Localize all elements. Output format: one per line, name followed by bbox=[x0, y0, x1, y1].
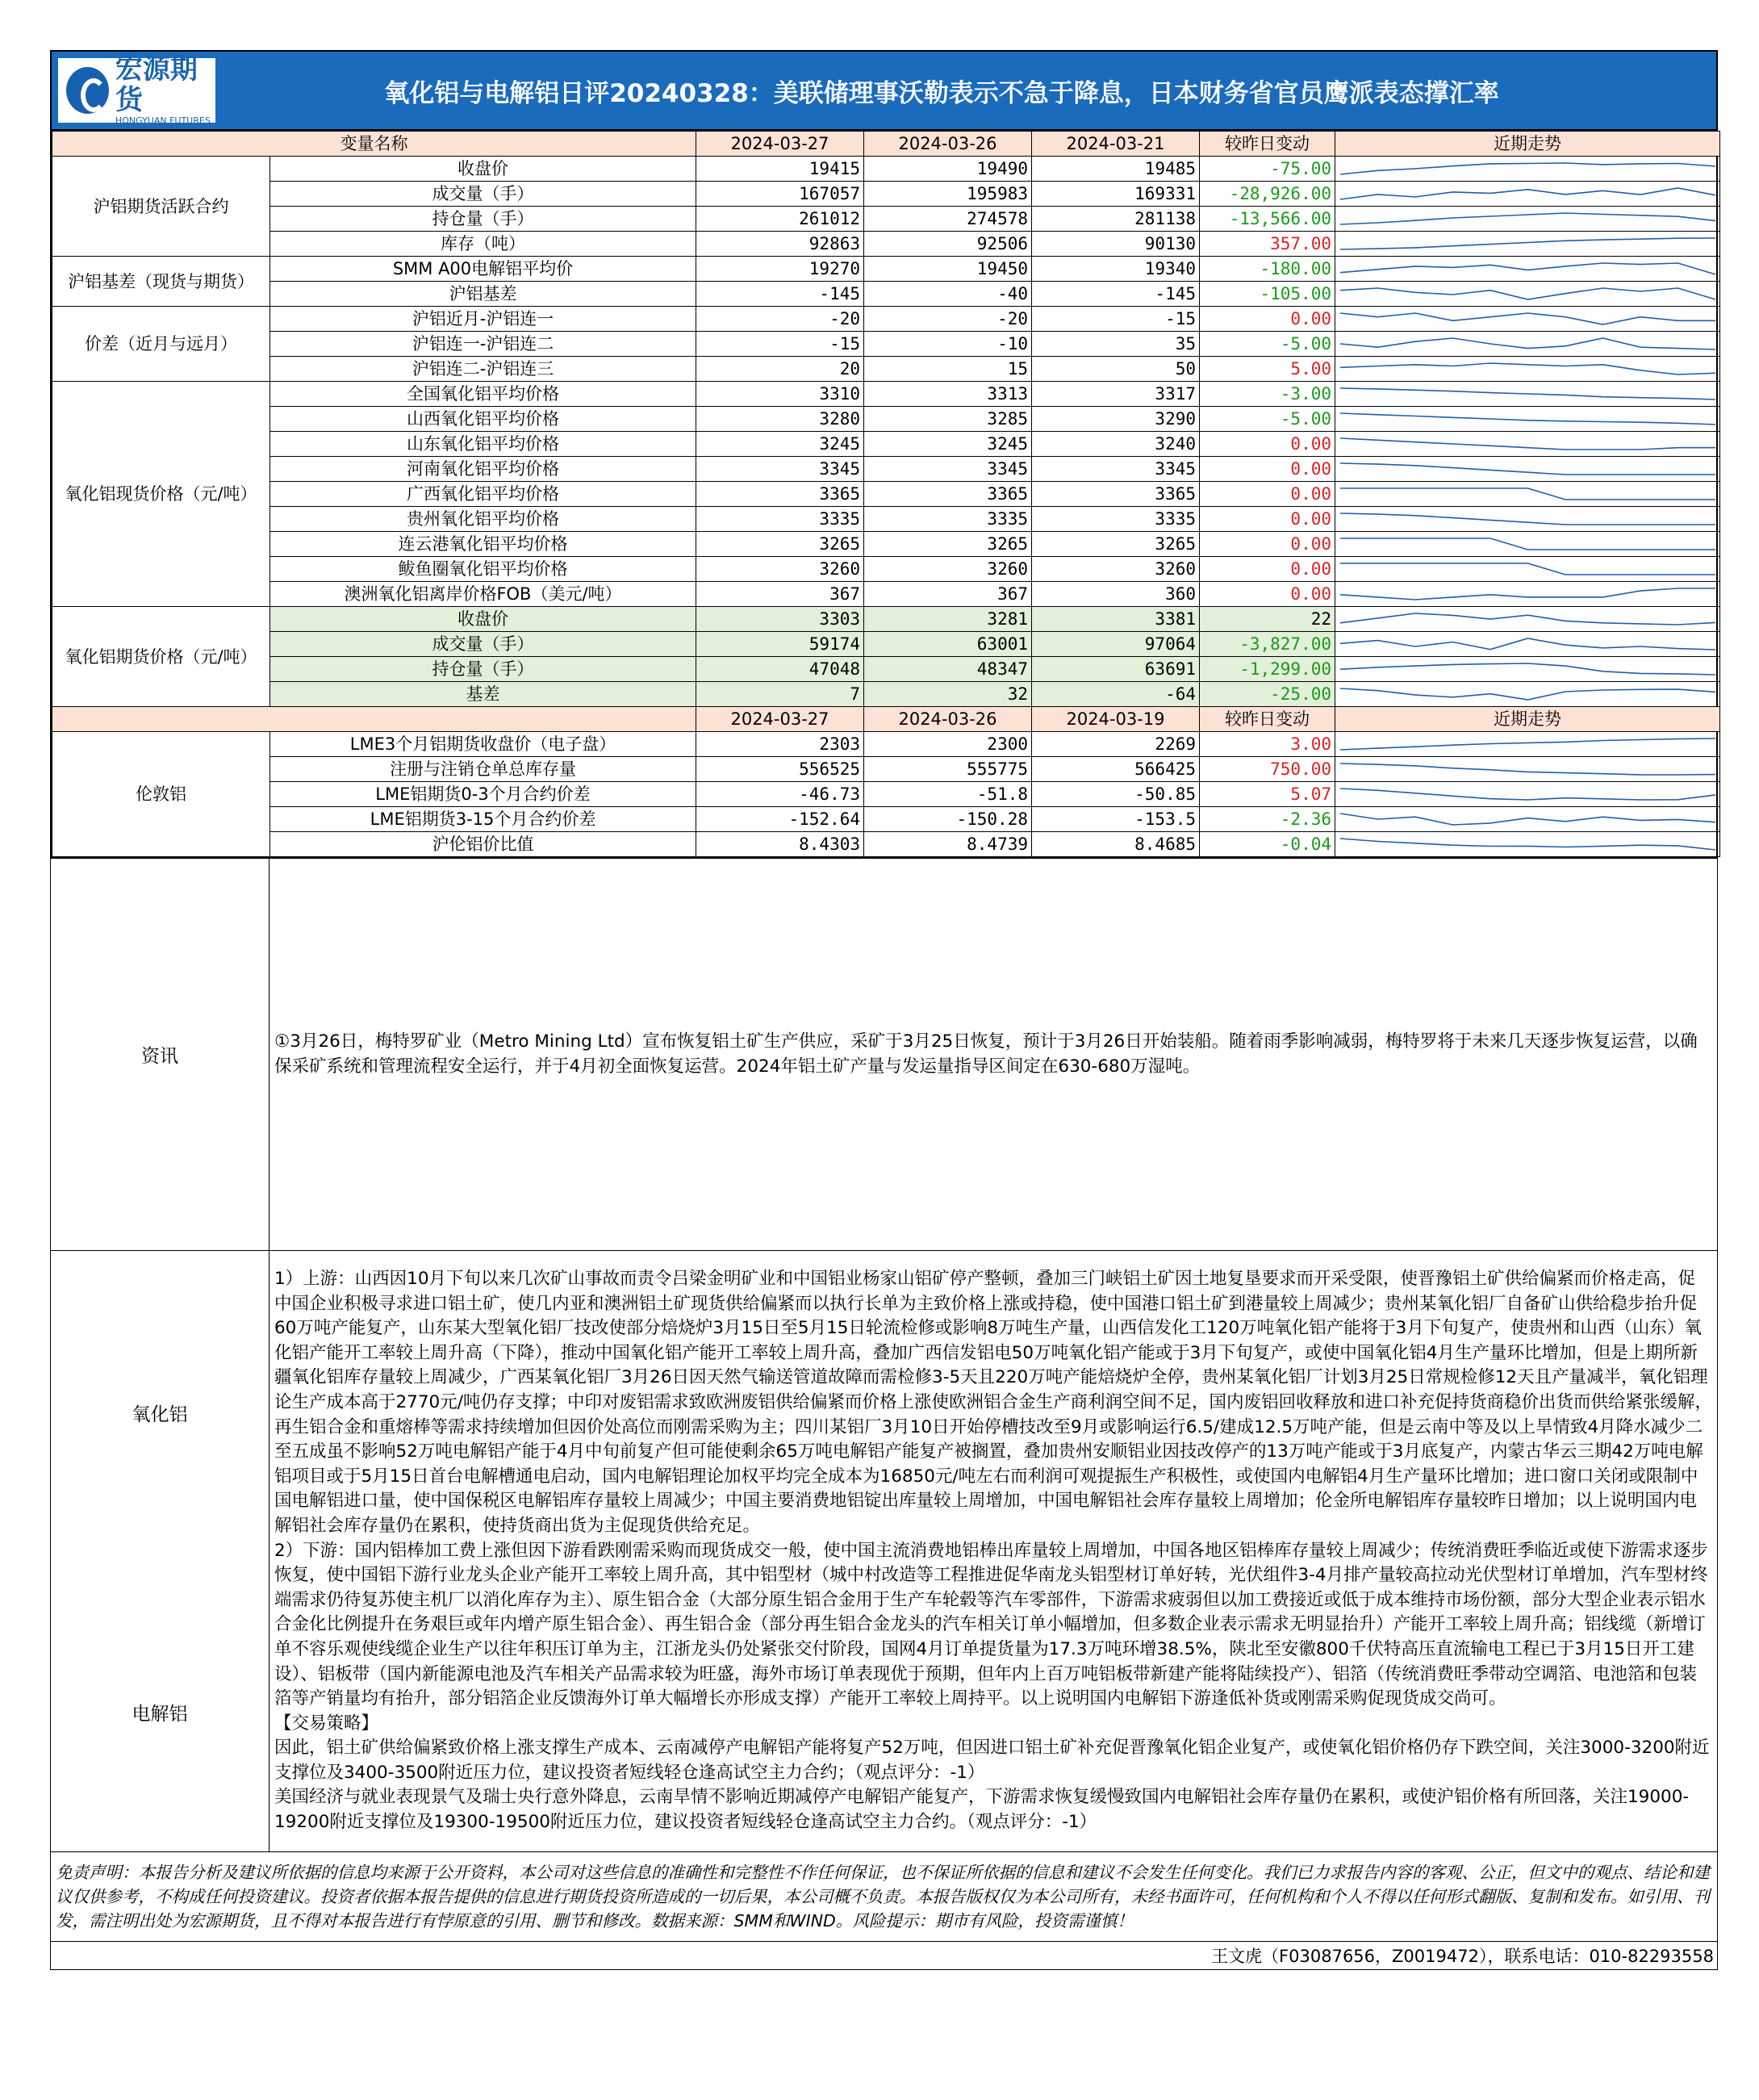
value-earlier: 63691 bbox=[1032, 657, 1200, 682]
daily-change: 5.00 bbox=[1200, 357, 1335, 382]
trend-cell bbox=[1335, 632, 1720, 657]
value-current: -15 bbox=[696, 332, 864, 357]
value-current: 19415 bbox=[696, 157, 864, 182]
variable-name: 山西氧化铝平均价格 bbox=[270, 407, 696, 432]
table-row bbox=[52, 682, 1720, 707]
trend-cell bbox=[1335, 232, 1720, 257]
variable-name: 持仓量（手） bbox=[270, 207, 696, 232]
variable-name: 收盘价 bbox=[270, 607, 696, 632]
value-previous: -51.8 bbox=[864, 782, 1032, 807]
daily-change: 5.07 bbox=[1200, 782, 1335, 807]
trend-cell bbox=[1335, 157, 1720, 182]
trend-cell bbox=[1335, 732, 1720, 757]
value-previous: 48347 bbox=[864, 657, 1032, 682]
value-current: 3265 bbox=[696, 532, 864, 557]
trend-sparkline bbox=[1335, 657, 1720, 681]
value-previous: 15 bbox=[864, 357, 1032, 382]
variable-name: 河南氧化铝平均价格 bbox=[270, 457, 696, 482]
table-row bbox=[52, 782, 1720, 807]
value-previous: 555775 bbox=[864, 757, 1032, 782]
value-current: 59174 bbox=[696, 632, 864, 657]
value-earlier: 19340 bbox=[1032, 257, 1200, 282]
trend-sparkline bbox=[1335, 332, 1720, 356]
variable-name: 鲅鱼圈氧化铝平均价格 bbox=[270, 557, 696, 582]
value-current: 92863 bbox=[696, 232, 864, 257]
daily-change: -0.04 bbox=[1200, 832, 1335, 857]
value-previous: 32 bbox=[864, 682, 1032, 707]
variable-name: 沪铝近月-沪铝连一 bbox=[270, 307, 696, 332]
daily-change: -1,299.00 bbox=[1200, 657, 1335, 682]
value-previous: 274578 bbox=[864, 207, 1032, 232]
category-label: 氧化铝期货价格（元/吨） bbox=[52, 607, 270, 707]
trend-sparkline bbox=[1335, 682, 1720, 706]
trend-cell bbox=[1335, 507, 1720, 532]
value-current: 7 bbox=[696, 682, 864, 707]
trend-cell bbox=[1335, 657, 1720, 682]
daily-change: 0.00 bbox=[1200, 582, 1335, 607]
value-previous: 3260 bbox=[864, 557, 1032, 582]
trend-sparkline bbox=[1335, 157, 1720, 181]
trend-sparkline bbox=[1335, 557, 1720, 581]
daily-change: 3.00 bbox=[1200, 732, 1335, 757]
variable-name: 沪铝连二-沪铝连三 bbox=[270, 357, 696, 382]
table-row bbox=[52, 307, 1720, 332]
variable-name: 广西氧化铝平均价格 bbox=[270, 482, 696, 507]
variable-name: 全国氧化铝平均价格 bbox=[270, 382, 696, 407]
column-header: 近期走势 bbox=[1335, 707, 1720, 732]
table-row bbox=[52, 632, 1720, 657]
category-label: 氧化铝现货价格（元/吨） bbox=[52, 382, 270, 607]
report-title: 氧化铝与电解铝日评20240328：美联储理事沃勒表示不急于降息，日本财务省官员鹰派表态撑汇率 bbox=[384, 78, 1499, 108]
value-previous: 8.4739 bbox=[864, 832, 1032, 857]
trend-cell bbox=[1335, 482, 1720, 507]
trend-cell bbox=[1335, 357, 1720, 382]
trend-cell bbox=[1335, 832, 1720, 857]
column-header: 变量名称 bbox=[52, 132, 696, 157]
trend-cell bbox=[1335, 757, 1720, 782]
table-row bbox=[52, 257, 1720, 282]
value-current: 261012 bbox=[696, 207, 864, 232]
value-current: 3245 bbox=[696, 432, 864, 457]
daily-change: -13,566.00 bbox=[1200, 207, 1335, 232]
value-earlier: 3381 bbox=[1032, 607, 1200, 632]
variable-name: 持仓量（手） bbox=[270, 657, 696, 682]
trend-cell bbox=[1335, 682, 1720, 707]
trend-sparkline bbox=[1335, 257, 1720, 281]
value-previous: 92506 bbox=[864, 232, 1032, 257]
table-row bbox=[52, 457, 1720, 482]
trend-sparkline bbox=[1335, 807, 1720, 831]
value-earlier: 19485 bbox=[1032, 157, 1200, 182]
value-earlier: 169331 bbox=[1032, 182, 1200, 207]
variable-name: 贵州氧化铝平均价格 bbox=[270, 507, 696, 532]
trend-sparkline bbox=[1335, 307, 1720, 331]
variable-name: 成交量（手） bbox=[270, 632, 696, 657]
trend-cell bbox=[1335, 532, 1720, 557]
variable-name: 成交量（手） bbox=[270, 182, 696, 207]
daily-change: -180.00 bbox=[1200, 257, 1335, 282]
trend-cell bbox=[1335, 307, 1720, 332]
column-header: 2024-03-26 bbox=[864, 132, 1032, 157]
daily-change: 357.00 bbox=[1200, 232, 1335, 257]
table-row bbox=[52, 582, 1720, 607]
domestic-column-header bbox=[52, 132, 1720, 157]
table-row bbox=[52, 757, 1720, 782]
table-row bbox=[52, 557, 1720, 582]
logo-cn: 宏源期货 bbox=[115, 53, 198, 116]
category-label: 价差（近月与远月） bbox=[52, 307, 270, 382]
value-previous: 63001 bbox=[864, 632, 1032, 657]
value-previous: 195983 bbox=[864, 182, 1032, 207]
lme-column-header bbox=[52, 707, 1720, 732]
daily-change: 0.00 bbox=[1200, 307, 1335, 332]
table-row bbox=[52, 482, 1720, 507]
value-current: 3365 bbox=[696, 482, 864, 507]
variable-name: 注册与注销仓单总库存量 bbox=[270, 757, 696, 782]
value-earlier: 3240 bbox=[1032, 432, 1200, 457]
table-row bbox=[52, 282, 1720, 307]
column-header: 2024-03-26 bbox=[864, 707, 1032, 732]
report-header bbox=[52, 52, 1716, 131]
upstream-paragraph: 1）上游：山西因10月下旬以来几次矿山事故而责令吕梁金明矿业和中国铝业杨家山铝矿停产整顿，叠加三门峡铝土矿因土地复垦要求而开采受限，使晋豫铝土矿供给偏紧而价格走高，促中国企业积极寻求进口铝土矿，使几内亚和澳洲铝土矿现货供给偏紧而以执行长单为主致价格上涨或持稳，使中国港口铝土矿到港量较上周减少；贵州某氧化铝厂自备矿山供给稳步抬升促60万吨产能复产，山东某大型氧化铝厂技改使部分焙烧炉3月15日至5月15日轮流检修或影响8万吨生产量，山西信发化工120万吨氧化铝产能将于3月下旬复产，使贵州和山西（山东）氧化铝产能开工率较上周升高（下降），推动中国氧化铝产能开工率较上周升高，叠加广西信发铝电50万吨氧化铝产能或于3月下旬复产，或使中国氧化铝4月生产量环比增加，但是上期所新疆氧化铝库存量较上周减少，广西某氧化铝厂3月26日因天然气输送管道故障而需检修3-5天且220万吨产能焙烧炉全停，贵州某氧化铝厂计划3月25日常规检修12天且产量减半，氧化铝理论生产成本高于2770元/吨仍存支撑；中印对废铝需求致欧洲废铝供给偏紧而价格上涨使欧洲铝合金生产商利润空间不足，国内废铝回收释放和进口补充促持货商稳价出货而供给紧张缓解，再生铝合金和重熔棒等需求持续增加但因价处高位而刚需采购为主；四川某铝厂3月10日开始停槽技改至9月或影响运行6.5/建成12.5万吨产能，但是云南中等及以上旱情致4月降水减少二至五成虽不影响52万吨电解铝产能于4月中旬前复产但可能使剩余65万吨电解铝产能复产被搁置，叠加贵州安顺铝业因技改停产的13万吨产能或于3月底复产，内蒙古华云三期42万吨电解铝项目或于5月15日首台电解槽通电启动，国内电解铝理论加权平均完全成本为16850元/吨左右而利润可观提振生产积极性，或使国内电解铝4月生产量环比增加；进口窗口关闭或限制中国电解铝进口量，使中国保税区电解铝库存量较上周减少；中国主要消费地铝锭出库量较上周增加，中国电解铝社会库存量较上周增加；伦金所电解铝库存量较昨日增加；以上说明国内电解铝社会库存量仍在累积，使持货商出货为主促现货供给充足。 bbox=[274, 1269, 1712, 1536]
trend-sparkline bbox=[1335, 282, 1720, 306]
value-previous: -20 bbox=[864, 307, 1032, 332]
value-earlier: -64 bbox=[1032, 682, 1200, 707]
daily-change: -5.00 bbox=[1200, 407, 1335, 432]
value-current: 3280 bbox=[696, 407, 864, 432]
daily-change: 0.00 bbox=[1200, 532, 1335, 557]
strategy-title: 【交易策略】 bbox=[274, 1713, 379, 1734]
category-label: 伦敦铝 bbox=[52, 732, 270, 857]
trend-sparkline bbox=[1335, 432, 1720, 456]
column-header: 较昨日变动 bbox=[1200, 132, 1335, 157]
column-header: 2024-03-27 bbox=[696, 707, 864, 732]
daily-change: 750.00 bbox=[1200, 757, 1335, 782]
value-earlier: 3290 bbox=[1032, 407, 1200, 432]
value-current: 3310 bbox=[696, 382, 864, 407]
table-row bbox=[52, 207, 1720, 232]
daily-change: 0.00 bbox=[1200, 507, 1335, 532]
trend-cell bbox=[1335, 257, 1720, 282]
variable-name: 澳洲氧化铝离岸价格FOB（美元/吨） bbox=[270, 582, 696, 607]
value-previous: 19450 bbox=[864, 257, 1032, 282]
daily-change: 22 bbox=[1200, 607, 1335, 632]
table-row bbox=[52, 807, 1720, 832]
value-earlier: 35 bbox=[1032, 332, 1200, 357]
daily-change: 0.00 bbox=[1200, 457, 1335, 482]
value-current: -46.73 bbox=[696, 782, 864, 807]
trend-sparkline bbox=[1335, 532, 1720, 556]
table-row bbox=[52, 607, 1720, 632]
variable-name: 收盘价 bbox=[270, 157, 696, 182]
trend-cell bbox=[1335, 557, 1720, 582]
trend-cell bbox=[1335, 582, 1720, 607]
table-row bbox=[52, 157, 1720, 182]
category-label: 沪铝期货活跃合约 bbox=[52, 157, 270, 257]
trend-sparkline bbox=[1335, 457, 1720, 481]
value-earlier: 2269 bbox=[1032, 732, 1200, 757]
value-earlier: -50.85 bbox=[1032, 782, 1200, 807]
trend-sparkline bbox=[1335, 482, 1720, 506]
value-earlier: 3317 bbox=[1032, 382, 1200, 407]
value-earlier: 566425 bbox=[1032, 757, 1200, 782]
column-header: 2024-03-21 bbox=[1032, 132, 1200, 157]
value-previous: 3345 bbox=[864, 457, 1032, 482]
value-previous: -40 bbox=[864, 282, 1032, 307]
trend-sparkline bbox=[1335, 407, 1720, 431]
table-row bbox=[52, 232, 1720, 257]
value-current: -152.64 bbox=[696, 807, 864, 832]
variable-name: 库存（吨） bbox=[270, 232, 696, 257]
variable-name: 沪铝基差 bbox=[270, 282, 696, 307]
value-current: 8.4303 bbox=[696, 832, 864, 857]
table-row bbox=[52, 182, 1720, 207]
strategy-alumina: 因此，铝土矿供给偏紧致价格上涨支撑生产成本、云南减停产电解铝产能将复产52万吨，但因进口铝土矿补充促晋豫氧化铝企业复产，或使氧化铝价格仍存下跌空间，关注3000-3200附近支撑位及3400-3500附近压力位，建议投资者短线轻仓逢高试空主力合约；（观点评分：-1） bbox=[274, 1738, 1710, 1783]
value-current: 3345 bbox=[696, 457, 864, 482]
value-current: 3335 bbox=[696, 507, 864, 532]
value-earlier: -153.5 bbox=[1032, 807, 1200, 832]
trend-cell bbox=[1335, 607, 1720, 632]
trend-sparkline bbox=[1335, 507, 1720, 531]
value-current: -145 bbox=[696, 282, 864, 307]
strategy-aluminum: 美国经济与就业表现景气及瑞士央行意外降息，云南旱情不影响近期减停产电解铝产能复产，下游需求恢复缓慢致国内电解铝社会库存量仍在累积，或使沪铝价格有所回落，关注19000-19200附近支撑位及19300-19500附近压力位，建议投资者短线轻仓逢高试空主力合约。（观点评分：-1） bbox=[274, 1787, 1690, 1833]
value-earlier: 3335 bbox=[1032, 507, 1200, 532]
variable-name: 基差 bbox=[270, 682, 696, 707]
value-earlier: -145 bbox=[1032, 282, 1200, 307]
value-previous: 3285 bbox=[864, 407, 1032, 432]
column-header: 2024-03-19 bbox=[1032, 707, 1200, 732]
table-row bbox=[52, 407, 1720, 432]
disclaimer: 免责声明：本报告分析及建议所依据的信息均来源于公开资料，本公司对这些信息的准确性和完整性不作任何保证，也不保证所依据的信息和建议不会发生任何变化。我们已力求报告内容的客观、公正，但文中的观点、结论和建议仅供参考，不构成任何投资建议。投资者依据本报告提供的信息进行期货投资所造成的一切后果，本公司概不负责。本报告版权仅为本公司所有，未经书面许可，任何机构和个人不得以任何形式翻版、复制和发布。如引用、刊发，需注明出处为宏源期货，且不得对本报告进行有悖原意的引用、删节和修改。数据来源：SMM和WIND。风险提示：期市有风险，投资需谨慎！ bbox=[50, 1852, 1718, 1942]
daily-change: 0.00 bbox=[1200, 557, 1335, 582]
table-row bbox=[52, 657, 1720, 682]
news-text: ①3月26日，梅特罗矿业（Metro Mining Ltd）宣布恢复铝土矿生产供应，采矿于3月25日恢复，预计于3月26日开始装船。随着雨季影响减弱，梅特罗将于未来几天逐步恢复运营，以确保采矿系统和管理流程安全运行，并于4月初全面恢复运营。2024年铝土矿产量与发运量指导区间定在630-680万湿吨。 bbox=[274, 1031, 1698, 1077]
value-earlier: -15 bbox=[1032, 307, 1200, 332]
trend-cell bbox=[1335, 182, 1720, 207]
variable-name: 沪铝连一-沪铝连二 bbox=[270, 332, 696, 357]
variable-name: LME铝期货3-15个月合约价差 bbox=[270, 807, 696, 832]
table-row bbox=[52, 832, 1720, 857]
value-previous: 3335 bbox=[864, 507, 1032, 532]
trend-sparkline bbox=[1335, 232, 1720, 256]
variable-name: LME3个月铝期货收盘价（电子盘） bbox=[270, 732, 696, 757]
column-header: 近期走势 bbox=[1335, 132, 1720, 157]
analyst-contact: 王文虎（F03087656，Z0019472），联系电话：010-82293558 bbox=[50, 1942, 1718, 1970]
news-label: 资讯 bbox=[51, 859, 269, 1250]
trend-sparkline bbox=[1335, 357, 1720, 381]
trend-cell bbox=[1335, 382, 1720, 407]
value-earlier: 90130 bbox=[1032, 232, 1200, 257]
variable-name: 连云港氧化铝平均价格 bbox=[270, 532, 696, 557]
data-table bbox=[52, 131, 1720, 857]
value-previous: 19490 bbox=[864, 157, 1032, 182]
daily-change: -75.00 bbox=[1200, 157, 1335, 182]
value-current: 2303 bbox=[696, 732, 864, 757]
category-label: 沪铝基差（现货与期货） bbox=[52, 257, 270, 307]
downstream-paragraph: 2）下游：国内铝棒加工费上涨但因下游看跌刚需采购而现货成交一般，使中国主流消费地铝棒出库量较上周增加，中国各地区铝棒库存量较上周减少；传统消费旺季临近或使下游需求逐步恢复，使中国铝下游行业龙头企业产能开工率较上周升高，其中铝型材（城中村改造等工程推进促华南龙头铝型材订单好转，光伏组件3-4月排产量较高拉动光伏型材订单增加，汽车型材终端需求仍待复苏使主机厂以消化库存为主）、原生铝合金（大部分原生铝合金用于生产车轮毂等汽车零部件，下游需求疲弱但以加工费接近或低于成本维持市场份额，部分大型企业表示铝水合金化比例提升在务艰巨或年内增产原生铝合金）、再生铝合金（部分再生铝合金龙头的汽车相关订单小幅增加，但多数企业表示需求无明显抬升）产能开工率较上周升高；铝线缆（新增订单不容乐观使线缆企业生产以往年积压订单为主，江浙龙头仍处紧张交付阶段，国网4月订单提货量为17.3万吨环增38.5%，陕北至安徽800千伏特高压直流输电工程已于3月15日开工建设）、铝板带（国内新能源电池及汽车相关产品需求较为旺盛，海外市场订单表现优于预期，但年内上百万吨铝板带新建产能将陆续投产）、铝箔（传统消费旺季带动空调箔、电池箔和包装箔等产销量均有抬升，部分铝箔企业反馈海外订单大幅增长亦形成支撑）产能开工率较上周持平。以上说明国内电解铝下游逢低补货或刚需采购促现货成交尚可。 bbox=[274, 1540, 1708, 1709]
trend-sparkline bbox=[1335, 832, 1720, 856]
value-current: 47048 bbox=[696, 657, 864, 682]
value-current: 556525 bbox=[696, 757, 864, 782]
trend-sparkline bbox=[1335, 632, 1720, 656]
trend-cell bbox=[1335, 207, 1720, 232]
value-current: 367 bbox=[696, 582, 864, 607]
value-earlier: 3345 bbox=[1032, 457, 1200, 482]
trend-sparkline bbox=[1335, 782, 1720, 806]
value-previous: -150.28 bbox=[864, 807, 1032, 832]
trend-cell bbox=[1335, 807, 1720, 832]
news-section bbox=[50, 859, 1718, 1251]
daily-change: -2.36 bbox=[1200, 807, 1335, 832]
trend-cell bbox=[1335, 282, 1720, 307]
table-row bbox=[52, 532, 1720, 557]
value-earlier: 3260 bbox=[1032, 557, 1200, 582]
logo-icon bbox=[66, 67, 109, 114]
value-previous: 3313 bbox=[864, 382, 1032, 407]
value-earlier: 3265 bbox=[1032, 532, 1200, 557]
column-header: 2024-03-27 bbox=[696, 132, 864, 157]
variable-name: 山东氧化铝平均价格 bbox=[270, 432, 696, 457]
value-previous: 3281 bbox=[864, 607, 1032, 632]
company-logo bbox=[58, 53, 215, 126]
value-earlier: 97064 bbox=[1032, 632, 1200, 657]
value-current: 167057 bbox=[696, 182, 864, 207]
value-current: 3303 bbox=[696, 607, 864, 632]
daily-change: -3,827.00 bbox=[1200, 632, 1335, 657]
column-header: 较昨日变动 bbox=[1200, 707, 1335, 732]
variable-name: SMM A00电解铝平均价 bbox=[270, 257, 696, 282]
value-previous: 367 bbox=[864, 582, 1032, 607]
trend-sparkline bbox=[1335, 607, 1720, 631]
trend-cell bbox=[1335, 457, 1720, 482]
daily-change: -5.00 bbox=[1200, 332, 1335, 357]
value-earlier: 281138 bbox=[1032, 207, 1200, 232]
trend-cell bbox=[1335, 782, 1720, 807]
aluminum-label: 电解铝 bbox=[132, 1704, 188, 1726]
trend-cell bbox=[1335, 332, 1720, 357]
value-earlier: 50 bbox=[1032, 357, 1200, 382]
table-row bbox=[52, 732, 1720, 757]
variable-name: 沪伦铝价比值 bbox=[270, 832, 696, 857]
daily-change: 0.00 bbox=[1200, 482, 1335, 507]
trend-sparkline bbox=[1335, 757, 1720, 781]
daily-change: -105.00 bbox=[1200, 282, 1335, 307]
trend-sparkline bbox=[1335, 732, 1720, 756]
value-earlier: 8.4685 bbox=[1032, 832, 1200, 857]
trend-sparkline bbox=[1335, 182, 1720, 206]
logo-en: HONGYUAN FUTURES bbox=[115, 115, 211, 126]
trend-sparkline bbox=[1335, 582, 1720, 606]
daily-change: -25.00 bbox=[1200, 682, 1335, 707]
value-previous: 3245 bbox=[864, 432, 1032, 457]
value-previous: -10 bbox=[864, 332, 1032, 357]
value-previous: 2300 bbox=[864, 732, 1032, 757]
value-current: 3260 bbox=[696, 557, 864, 582]
table-row bbox=[52, 507, 1720, 532]
value-previous: 3365 bbox=[864, 482, 1032, 507]
value-current: -20 bbox=[696, 307, 864, 332]
daily-change: 0.00 bbox=[1200, 432, 1335, 457]
table-row bbox=[52, 382, 1720, 407]
trend-cell bbox=[1335, 407, 1720, 432]
table-row bbox=[52, 432, 1720, 457]
table-row bbox=[52, 357, 1720, 382]
variable-name: LME铝期货0-3个月合约价差 bbox=[270, 782, 696, 807]
trend-sparkline bbox=[1335, 382, 1720, 406]
daily-change: -3.00 bbox=[1200, 382, 1335, 407]
value-current: 20 bbox=[696, 357, 864, 382]
daily-change: -28,926.00 bbox=[1200, 182, 1335, 207]
trend-sparkline bbox=[1335, 207, 1720, 231]
value-earlier: 360 bbox=[1032, 582, 1200, 607]
analysis-section bbox=[50, 1251, 1718, 1852]
blank-header bbox=[52, 707, 696, 732]
table-row bbox=[52, 332, 1720, 357]
value-previous: 3265 bbox=[864, 532, 1032, 557]
alumina-label: 氧化铝 bbox=[132, 1403, 188, 1425]
trend-cell bbox=[1335, 432, 1720, 457]
value-current: 19270 bbox=[696, 257, 864, 282]
value-earlier: 3365 bbox=[1032, 482, 1200, 507]
